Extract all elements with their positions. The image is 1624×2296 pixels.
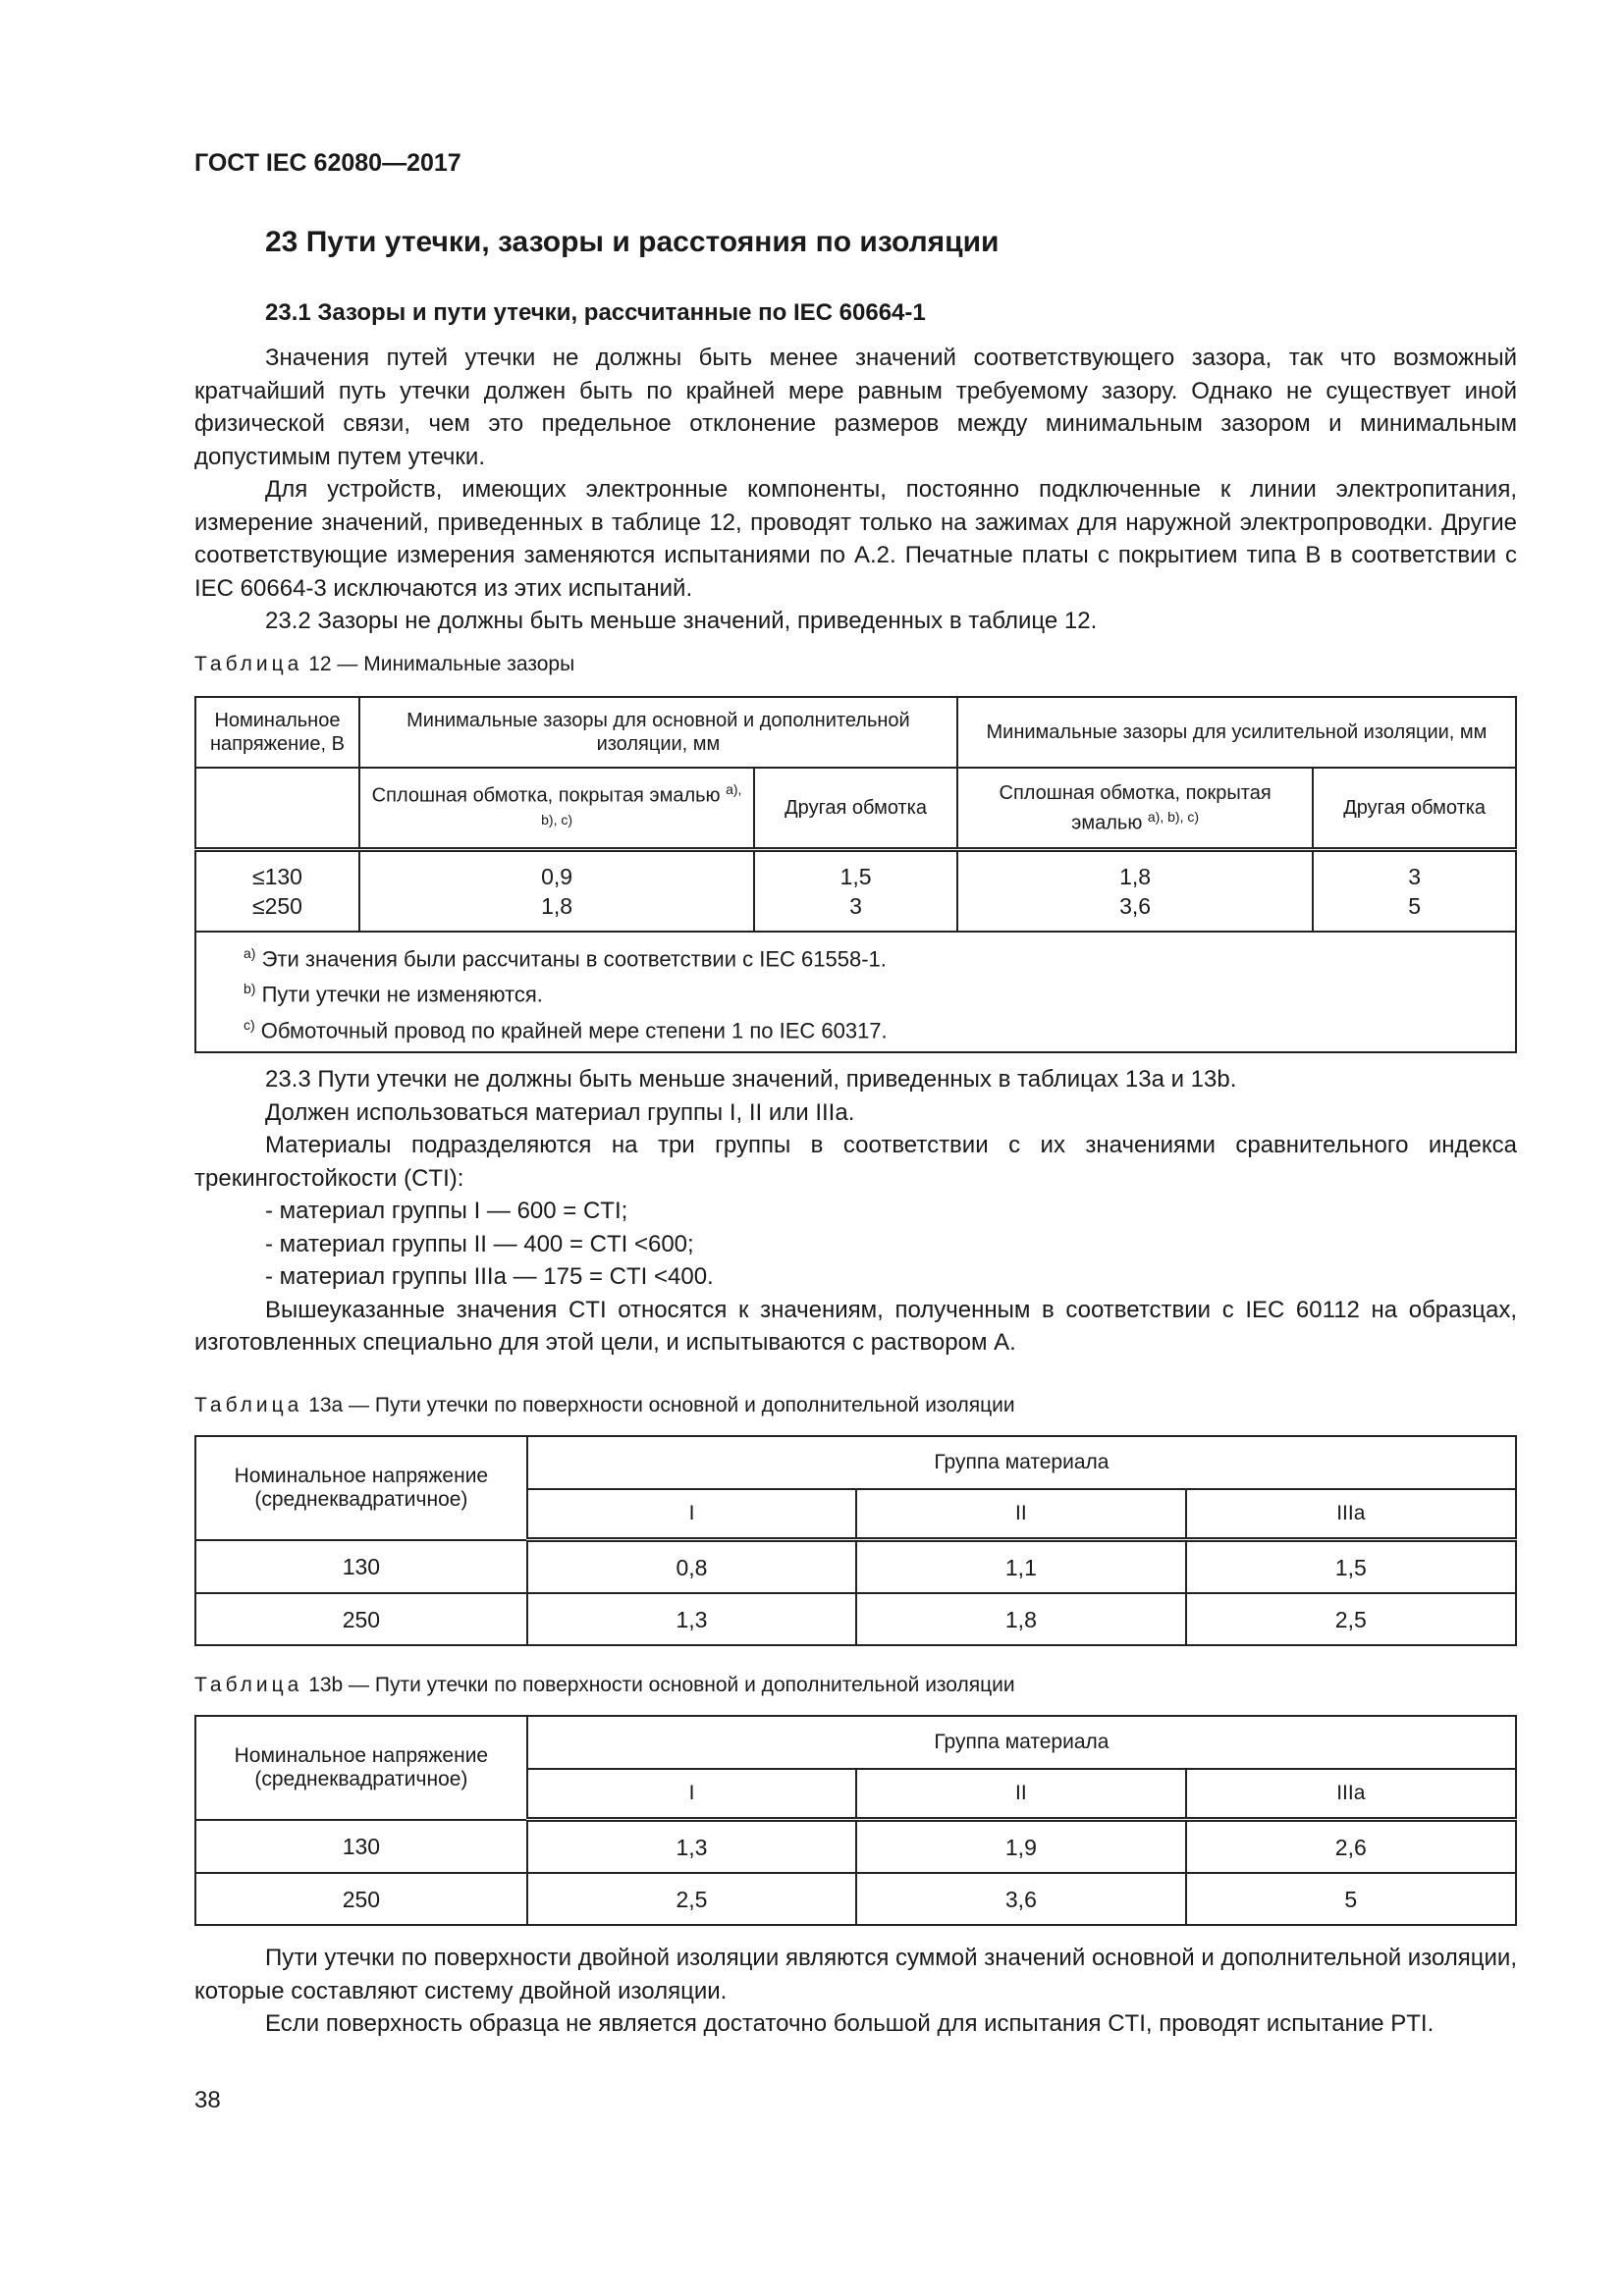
table13b-caption — [194, 1674, 1517, 1697]
header-voltage: Номинальное напряжение (среднеквадратичное) — [195, 1716, 527, 1820]
list-item: - материал группы IIIa — 175 = CTI <400. — [265, 1263, 714, 1290]
paragraph: Вышеуказанные значения CTI относятся к значениям, полученным в соответствии с IEC 60112 на образцах, изготовленных специально для этой цели, и испытываются с раствором А. — [194, 1296, 1517, 1356]
text-block-c — [194, 1942, 1517, 2041]
paragraph: 23.2 Зазоры не должны быть меньше значений, приведенных в таблице 12. — [265, 608, 1098, 634]
group-header: I — [527, 1489, 856, 1540]
table-cell: ≤130 ≤250 — [195, 850, 359, 933]
header-other: Другая обмотка — [1313, 768, 1516, 850]
table12 — [194, 696, 1517, 1053]
group-header: II — [856, 1489, 1185, 1540]
empty-cell — [195, 768, 359, 850]
paragraph: Если поверхность образца не является достаточно большой для испытания CTI, проводят испытание PTI. — [265, 2010, 1435, 2037]
paragraph: Должен использоваться материал группы I, II или IIIa. — [265, 1098, 855, 1126]
header-other: Другая обмотка — [754, 768, 957, 850]
table-row: 250 1,3 1,8 2,5 — [195, 1593, 1516, 1645]
paragraph: 23.3 Пути утечки не должны быть меньше значений, приведенных в таблицах 13а и 13b. — [265, 1066, 1237, 1093]
group-header: I — [527, 1769, 856, 1820]
header-enamel-text: Сплошная обмотка, покрытая эмалью — [999, 781, 1272, 834]
header-basic: Минимальные зазоры для основной и дополнительной изоляции, мм — [359, 697, 957, 768]
header-voltage: Номинальное напряжение (среднеквадратичное) — [195, 1436, 527, 1540]
note: $^{b)}$ Пути утечки не изменяются. — [244, 981, 543, 1007]
header-group: Группа материала — [527, 1436, 1516, 1489]
table-row: 130 0,8 1,1 1,5 — [195, 1540, 1516, 1594]
header-enamel — [957, 768, 1313, 850]
table13a-caption — [194, 1394, 1517, 1417]
table-row: 130 1,3 1,9 2,6 — [195, 1820, 1516, 1874]
table-cell: 1,8 3,6 — [957, 850, 1313, 933]
table-cell: 1,5 3 — [754, 850, 957, 933]
caption-word: Таблица — [194, 1394, 303, 1416]
paragraph: Материалы подразделяются на три группы в соответствии с их значениями сравнительного индекса трекингостойкости (CTI): — [194, 1132, 1517, 1192]
group-header: IIIa — [1186, 1489, 1516, 1540]
page-number: 38 — [194, 2087, 221, 2113]
table-row: 250 2,5 3,6 5 — [195, 1873, 1516, 1925]
list-item: - материал группы I — 600 = CTI; — [265, 1198, 628, 1224]
caption-text: 13b — Пути утечки по поверхности основной и дополнительной изоляции — [308, 1674, 1015, 1696]
header-voltage: Номинальное напряжение, В — [195, 697, 359, 768]
paragraph: Значения путей утечки не должны быть менее значений соответствующего зазора, так что возможный кратчайший путь утечки должен быть по крайней мере равным требуемому зазору. Однако не существует иной физической связи, чем это предельное отклонение размеров между минимальным зазором и минимальным допустимым путем утечки. — [194, 345, 1517, 470]
list-item: - материал группы II — 400 = CTI <600; — [265, 1230, 694, 1257]
section-title: 23 Пути утечки, зазоры и расстояния по изоляции — [265, 226, 1000, 258]
caption-text: 13а — Пути утечки по поверхности основной и дополнительной изоляции — [308, 1394, 1015, 1416]
group-header: II — [856, 1769, 1185, 1820]
table-cell: 3 5 — [1313, 850, 1516, 933]
table-cell: 0,9 1,8 — [359, 850, 754, 933]
table13b — [194, 1715, 1517, 1926]
caption-word: Таблица — [194, 653, 303, 675]
header-enamel — [359, 768, 754, 850]
caption-text: 12 — Минимальные зазоры — [308, 653, 575, 675]
header-enamel-text: Сплошная обмотка, покрытая эмалью — [371, 785, 721, 807]
note: $^{a)}$ Эти значения были рассчитаны в соответствии с IEC 61558-1. — [244, 945, 887, 972]
footnote-ref: a), b), c) — [541, 781, 742, 828]
text-block-b — [194, 1063, 1517, 1360]
document-header: ГОСТ IEC 62080—2017 — [194, 149, 461, 177]
subsection-title: 23.1 Зазоры и пути утечки, рассчитанные по IEC 60664-1 — [265, 299, 926, 326]
table12-caption — [194, 653, 1517, 676]
table13a — [194, 1435, 1517, 1646]
header-group: Группа материала — [527, 1716, 1516, 1769]
note: $^{c)}$ Обмоточный провод по крайней мере степени 1 по IEC 60317. — [244, 1016, 888, 1042]
group-header: IIIa — [1186, 1769, 1516, 1820]
header-reinforced: Минимальные зазоры для усилительной изоляции, мм — [957, 697, 1516, 768]
paragraph: Пути утечки по поверхности двойной изоляции являются суммой значений основной и дополнительной изоляции, которые составляют систему двойной изоляции. — [194, 1945, 1517, 2004]
table-notes — [195, 932, 1516, 1052]
caption-word: Таблица — [194, 1674, 303, 1696]
text-block-a — [194, 342, 1517, 638]
footnote-ref: a), b), c) — [1147, 808, 1200, 825]
paragraph: Для устройств, имеющих электронные компоненты, постоянно подключенные к линии электропитания, измерение значений, приведенных в таблице 12, проводят только на зажимах для наружной электропроводки. Другие соответствующие измерения заменяются испытаниями по А.2. Печатные платы с покрытием типа В в соответствии с IEC 60664-3 исключаются из этих испытаний. — [194, 476, 1517, 602]
